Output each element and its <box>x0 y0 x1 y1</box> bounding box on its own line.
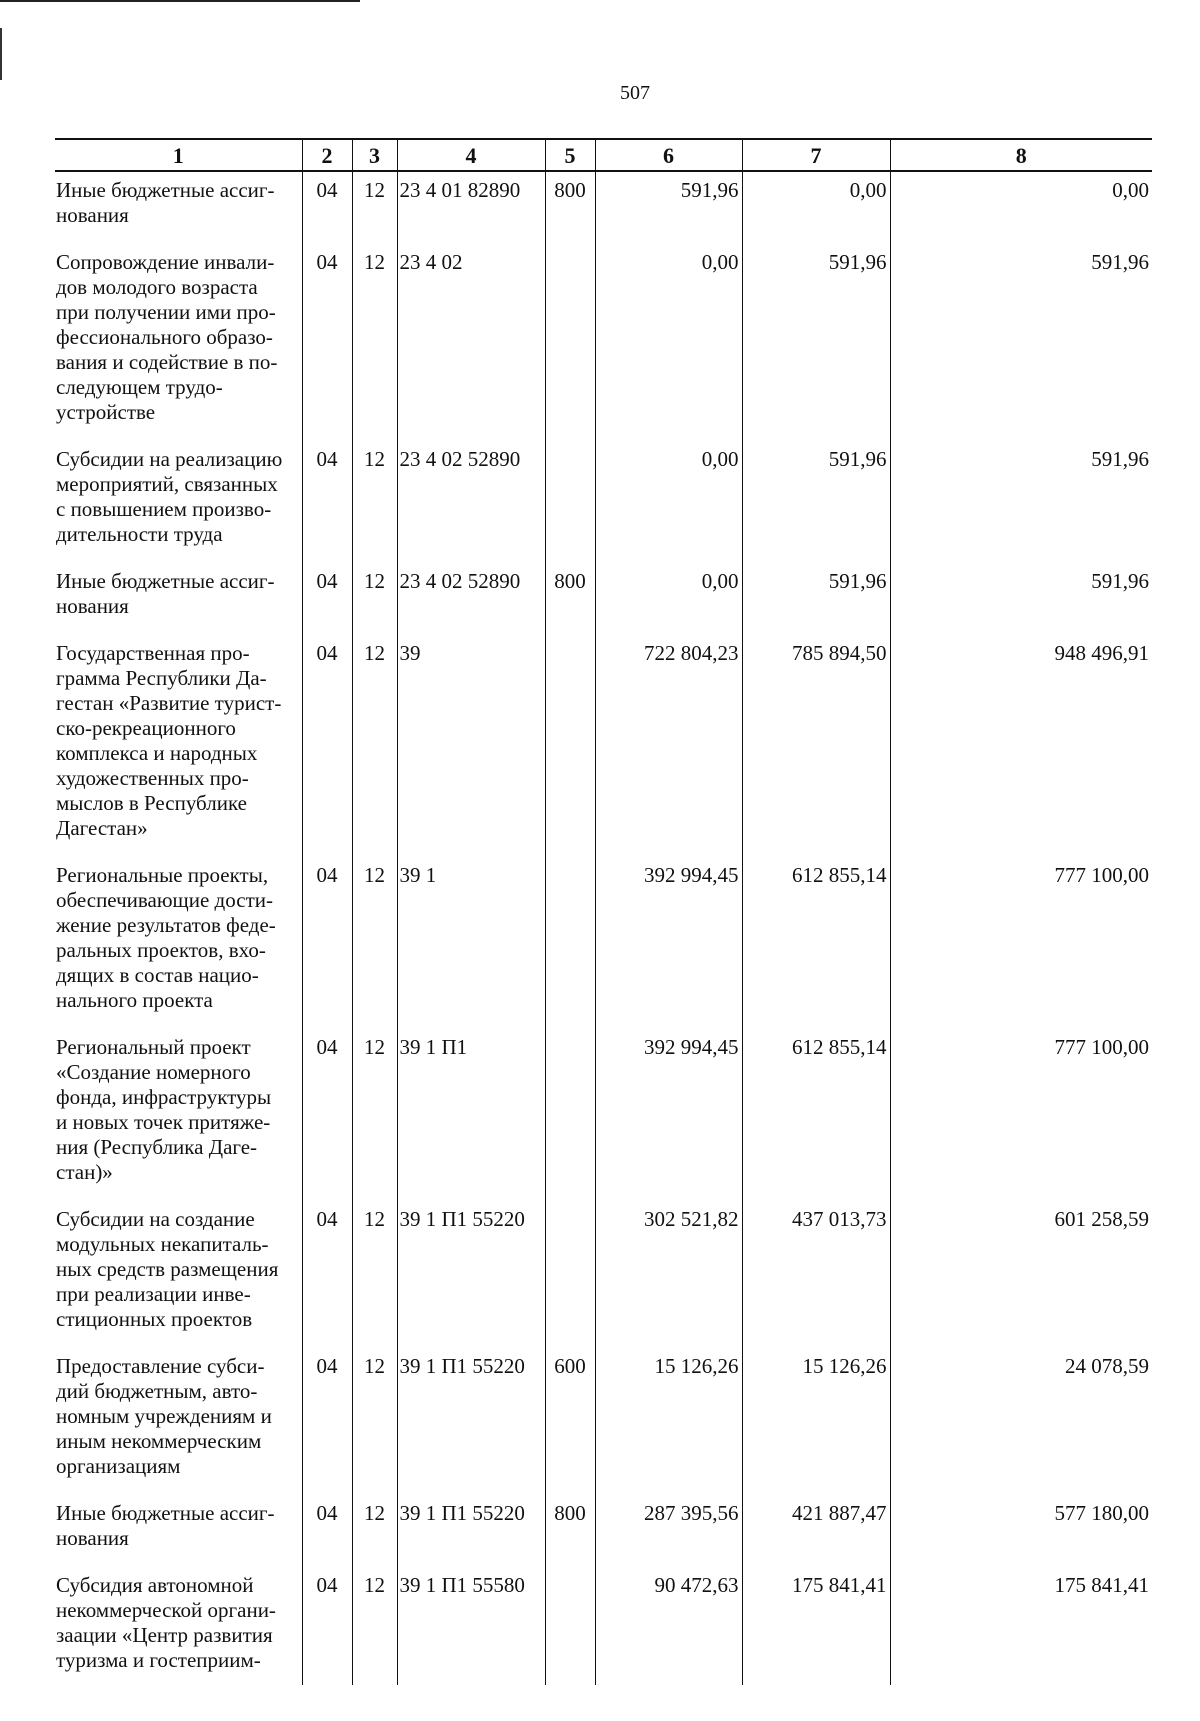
row-subsection-code: 12 <box>352 631 397 853</box>
row-amount-col6: 90 472,63 <box>595 1563 742 1685</box>
row-subsection-code: 12 <box>352 437 397 559</box>
row-amount-col6: 591,96 <box>595 171 742 240</box>
table-row <box>55 1025 1152 1197</box>
row-target-item-code: 23 4 01 82890 <box>397 171 545 240</box>
row-section-code: 04 <box>302 1563 352 1685</box>
row-target-item-code: 23 4 02 52890 <box>397 559 545 631</box>
row-expense-type-code: 600 <box>545 1344 595 1491</box>
row-amount-col8: 24 078,59 <box>890 1344 1152 1491</box>
column-header-3: 3 <box>352 139 397 171</box>
row-section-code: 04 <box>302 171 352 240</box>
row-amount-col7: 785 894,50 <box>742 631 890 853</box>
row-expense-type-code: 800 <box>545 171 595 240</box>
row-amount-col7: 612 855,14 <box>742 1025 890 1197</box>
row-expense-type-code <box>545 437 595 559</box>
table-row <box>55 559 1152 631</box>
row-section-code: 04 <box>302 853 352 1025</box>
page-number: 507 <box>620 82 650 104</box>
column-header-4: 4 <box>397 139 545 171</box>
row-section-code: 04 <box>302 1491 352 1563</box>
row-subsection-code: 12 <box>352 1197 397 1344</box>
row-subsection-code: 12 <box>352 240 397 437</box>
row-name: Сопровождение инвали- дов молодого возраста при получении ими про- фессионального образо- вания и содействие в по- следующем трудо- устройстве <box>56 250 278 424</box>
row-amount-col6: 392 994,45 <box>595 853 742 1025</box>
row-name: Субсидия автономной некоммерческой органи- заации «Центр развития туризма и гостеприим- <box>56 1573 276 1672</box>
row-target-item-code: 39 1 <box>397 853 545 1025</box>
row-target-item-code: 39 1 П1 55580 <box>397 1563 545 1685</box>
row-subsection-code: 12 <box>352 1344 397 1491</box>
row-expense-type-code <box>545 1025 595 1197</box>
row-amount-col6: 287 395,56 <box>595 1491 742 1563</box>
row-name: Региональные проекты, обеспечивающие дости- жение результатов феде- ральных проектов, вхо- дящих в состав нацио- нального проекта <box>56 863 276 1012</box>
row-amount-col7: 437 013,73 <box>742 1197 890 1344</box>
header-row <box>55 139 1152 171</box>
row-expense-type-code <box>545 631 595 853</box>
row-target-item-code: 39 <box>397 631 545 853</box>
row-amount-col8: 591,96 <box>890 559 1152 631</box>
column-header-6: 6 <box>595 139 742 171</box>
row-subsection-code: 12 <box>352 1025 397 1197</box>
table-row <box>55 853 1152 1025</box>
row-section-code: 04 <box>302 437 352 559</box>
table-row <box>55 1197 1152 1344</box>
row-section-code: 04 <box>302 559 352 631</box>
row-section-code: 04 <box>302 240 352 437</box>
row-target-item-code: 23 4 02 <box>397 240 545 437</box>
row-target-item-code: 39 1 П1 55220 <box>397 1491 545 1563</box>
row-expense-type-code <box>545 240 595 437</box>
row-section-code: 04 <box>302 1197 352 1344</box>
scan-edge-line-top <box>0 0 360 2</box>
row-amount-col7: 612 855,14 <box>742 853 890 1025</box>
table-row <box>55 240 1152 437</box>
table-row <box>55 1491 1152 1563</box>
row-amount-col8: 175 841,41 <box>890 1563 1152 1685</box>
row-amount-col7: 591,96 <box>742 559 890 631</box>
table-row <box>55 171 1152 240</box>
column-header-8: 8 <box>890 139 1152 171</box>
row-expense-type-code <box>545 1563 595 1685</box>
row-target-item-code: 39 1 П1 55220 <box>397 1197 545 1344</box>
table-row <box>55 631 1152 853</box>
column-header-2: 2 <box>302 139 352 171</box>
row-amount-col6: 392 994,45 <box>595 1025 742 1197</box>
row-name: Региональный проект «Создание номерного фонда, инфраструктуры и новых точек притяже- ния (Республика Даге- стан)» <box>56 1035 272 1184</box>
row-name: Субсидии на создание модульных некапиталь- ных средств размещения при реализации инве- стиционных проектов <box>56 1207 279 1331</box>
row-amount-col8: 601 258,59 <box>890 1197 1152 1344</box>
row-amount-col7: 15 126,26 <box>742 1344 890 1491</box>
row-amount-col6: 0,00 <box>595 437 742 559</box>
row-expense-type-code: 800 <box>545 1491 595 1563</box>
row-amount-col7: 0,00 <box>742 171 890 240</box>
row-amount-col6: 15 126,26 <box>595 1344 742 1491</box>
table-row <box>55 437 1152 559</box>
row-name: Государственная про- грамма Республики Да- гестан «Развитие турист- ско-рекреационного комплекса и народных художественных про- мыслов в Республике Дагестан» <box>56 641 282 840</box>
row-amount-col7: 591,96 <box>742 437 890 559</box>
column-header-1: 1 <box>55 139 302 171</box>
row-expense-type-code: 800 <box>545 559 595 631</box>
column-header-5: 5 <box>545 139 595 171</box>
column-header-7: 7 <box>742 139 890 171</box>
row-amount-col6: 0,00 <box>595 240 742 437</box>
row-section-code: 04 <box>302 1025 352 1197</box>
row-name: Иные бюджетные ассиг- нования <box>56 1501 275 1550</box>
row-amount-col8: 948 496,91 <box>890 631 1152 853</box>
row-name: Субсидии на реализацию мероприятий, связанных с повышением произво- дительности труда <box>56 447 283 546</box>
row-amount-col8: 577 180,00 <box>890 1491 1152 1563</box>
row-subsection-code: 12 <box>352 1491 397 1563</box>
row-name: Предоставление субси- дий бюджетным, авто- номным учреждениям и иным некоммерческим организациям <box>56 1354 272 1478</box>
row-target-item-code: 23 4 02 52890 <box>397 437 545 559</box>
row-expense-type-code <box>545 1197 595 1344</box>
row-amount-col8: 777 100,00 <box>890 1025 1152 1197</box>
row-amount-col7: 175 841,41 <box>742 1563 890 1685</box>
budget-table <box>55 138 1152 1685</box>
row-subsection-code: 12 <box>352 559 397 631</box>
scan-edge-line-left <box>0 28 2 80</box>
table-row <box>55 1344 1152 1491</box>
table-body <box>55 171 1152 1685</box>
row-target-item-code: 39 1 П1 <box>397 1025 545 1197</box>
row-amount-col8: 0,00 <box>890 171 1152 240</box>
row-section-code: 04 <box>302 631 352 853</box>
row-subsection-code: 12 <box>352 1563 397 1685</box>
row-target-item-code: 39 1 П1 55220 <box>397 1344 545 1491</box>
row-amount-col6: 0,00 <box>595 559 742 631</box>
row-amount-col8: 591,96 <box>890 240 1152 437</box>
row-section-code: 04 <box>302 1344 352 1491</box>
row-amount-col6: 302 521,82 <box>595 1197 742 1344</box>
row-subsection-code: 12 <box>352 853 397 1025</box>
row-name: Иные бюджетные ассиг- нования <box>56 178 275 227</box>
row-amount-col7: 421 887,47 <box>742 1491 890 1563</box>
table-row <box>55 1563 1152 1685</box>
row-amount-col8: 591,96 <box>890 437 1152 559</box>
row-amount-col7: 591,96 <box>742 240 890 437</box>
row-subsection-code: 12 <box>352 171 397 240</box>
row-amount-col6: 722 804,23 <box>595 631 742 853</box>
row-name: Иные бюджетные ассиг- нования <box>56 569 275 618</box>
row-amount-col8: 777 100,00 <box>890 853 1152 1025</box>
row-expense-type-code <box>545 853 595 1025</box>
